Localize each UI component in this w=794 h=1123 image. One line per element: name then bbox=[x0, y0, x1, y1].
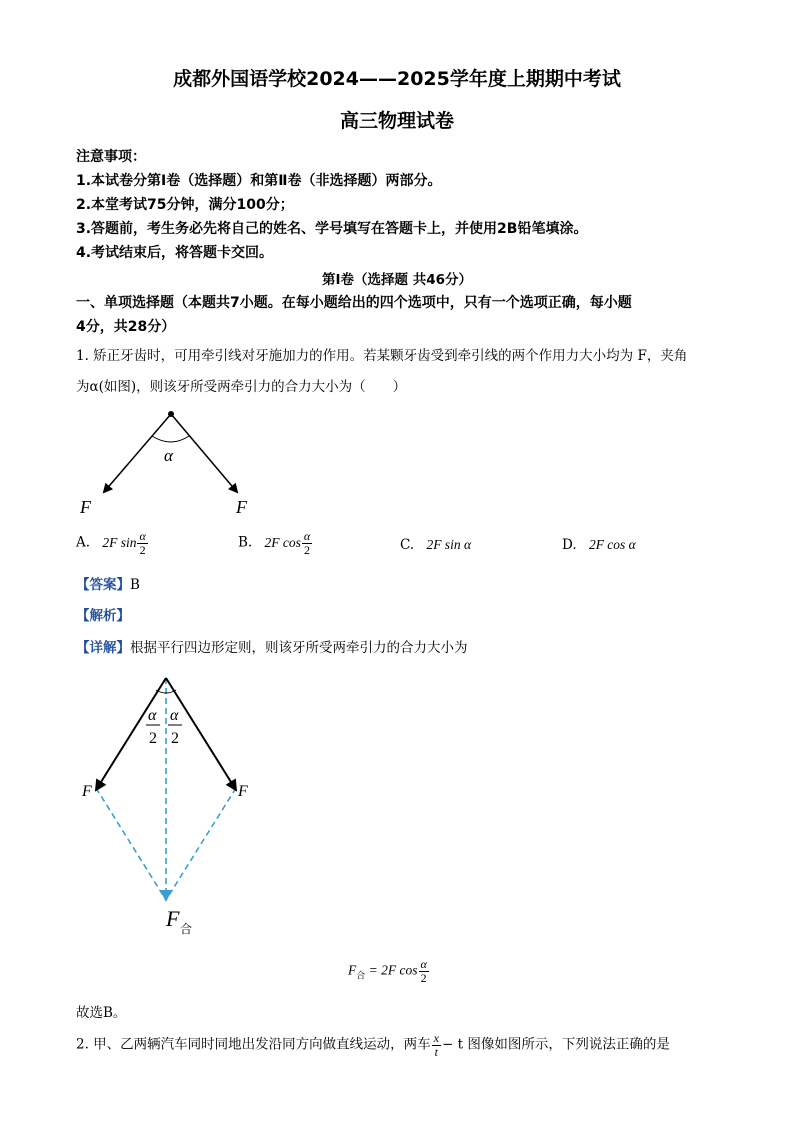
exam-title: 成都外国语学校2024——2025学年度上期期中考试 bbox=[173, 68, 621, 90]
option-d-expr: 2F cos α bbox=[588, 537, 636, 552]
detail-text: 根据平行四边形定则，则该牙所受两牵引力的合力大小为 bbox=[130, 640, 468, 656]
q2-stem-prefix: 2. 甲、乙两辆汽车同时同地出发沿同方向做直线运动，两车 bbox=[76, 1036, 431, 1053]
part-heading-line1: 一、单项选择题（本题共7小题。在每小题给出的四个选项中，只有一个选项正确，每小题 bbox=[76, 295, 632, 311]
q1-half-angle-left-num: α bbox=[148, 707, 157, 724]
part-heading-line2: 4分，共28分） bbox=[76, 319, 176, 335]
option-a-num: α bbox=[139, 529, 146, 543]
q1-half-angle-right-den: 2 bbox=[171, 730, 179, 747]
option-a-den: 2 bbox=[139, 542, 146, 557]
q1-right-force-label-2: F bbox=[238, 783, 248, 800]
q1-stem-line2: 为α(如图)，则该牙所受两牵引力的合力大小为（ ） bbox=[76, 379, 407, 395]
note-item-4: 4.考试结束后，将答题卡交回。 bbox=[76, 245, 274, 261]
option-a-letter: A. bbox=[76, 534, 91, 551]
option-c bbox=[400, 537, 471, 553]
answer-tag: 【答案】 bbox=[76, 577, 130, 593]
resultant-formula bbox=[348, 958, 430, 984]
exam-subtitle: 高三物理试卷 bbox=[339, 110, 454, 132]
q1-stem-line1: 1. 矫正牙齿时，可用牵引线对牙施加力的作用。若某颗牙齿受到牵引线的两个作用力大小均为 F，夹角 bbox=[76, 348, 688, 364]
q2-frac-den: t bbox=[434, 1044, 438, 1059]
q1-angle-arc bbox=[152, 436, 189, 442]
q1-half-angle-right-num: α bbox=[170, 707, 179, 724]
formula-lhs: F bbox=[348, 962, 357, 978]
q1-force-diagram bbox=[76, 404, 276, 524]
q1-angle-label: α bbox=[164, 446, 173, 465]
analysis-tag: 【解析】 bbox=[76, 608, 130, 624]
q1-left-force-label: F bbox=[80, 497, 91, 517]
q1-left-force-label-2: F bbox=[82, 783, 92, 800]
answer-value: B bbox=[130, 577, 140, 593]
q1-right-force-label: F bbox=[236, 497, 247, 517]
formula-lhs-sub: 合 bbox=[356, 971, 366, 982]
formula-den: 2 bbox=[420, 970, 427, 985]
option-d bbox=[562, 537, 636, 553]
q1-resultant-label: F bbox=[166, 906, 180, 931]
option-b-num: α bbox=[303, 529, 311, 543]
option-b-den: 2 bbox=[304, 542, 311, 557]
note-item-2: 2.本堂考试75分钟，满分100分； bbox=[76, 197, 294, 213]
option-a bbox=[76, 530, 149, 556]
detail-line bbox=[76, 636, 468, 656]
option-b bbox=[238, 530, 313, 556]
notes-heading: 注意事项： bbox=[76, 149, 146, 165]
q2-stem-suffix: − t 图像如图所示，下列说法正确的是 bbox=[442, 1036, 670, 1053]
option-b-letter: B. bbox=[238, 534, 253, 551]
q2-frac-num: x bbox=[433, 1031, 439, 1045]
q2-stem bbox=[76, 1032, 670, 1058]
option-c-expr: 2F sin α bbox=[426, 537, 472, 552]
answer-line bbox=[76, 573, 140, 593]
q1-resultant-sub: 合 bbox=[180, 922, 193, 936]
note-item-3: 3.答题前，考生务必先将自己的姓名、学号填写在答题卡上，并使用2B铅笔填涂。 bbox=[76, 221, 588, 237]
q1-parallelogram-diagram bbox=[76, 668, 276, 943]
q1-parallel-left-dashed bbox=[96, 788, 166, 900]
detail-tag: 【详解】 bbox=[76, 640, 130, 656]
option-c-letter: C. bbox=[400, 537, 415, 553]
q1-left-force-arrow bbox=[104, 414, 171, 492]
option-a-expr: 2F sin bbox=[102, 534, 137, 550]
formula-num: α bbox=[420, 957, 427, 971]
note-item-1: 1.本试卷分第Ⅰ卷（选择题）和第Ⅱ卷（非选择题）两部分。 bbox=[76, 173, 442, 189]
formula-rhs: = 2F cos bbox=[365, 962, 418, 978]
option-d-letter: D. bbox=[562, 537, 577, 553]
q1-right-force-arrow bbox=[171, 414, 237, 492]
section-heading: 第Ⅰ卷（选择题 共46分） bbox=[321, 272, 472, 288]
q1-half-angle-left-den: 2 bbox=[149, 730, 157, 747]
option-b-expr: 2F cos bbox=[264, 534, 301, 550]
q1-conclusion: 故选B。 bbox=[76, 1005, 127, 1021]
q1-parallel-right-dashed bbox=[166, 788, 236, 900]
